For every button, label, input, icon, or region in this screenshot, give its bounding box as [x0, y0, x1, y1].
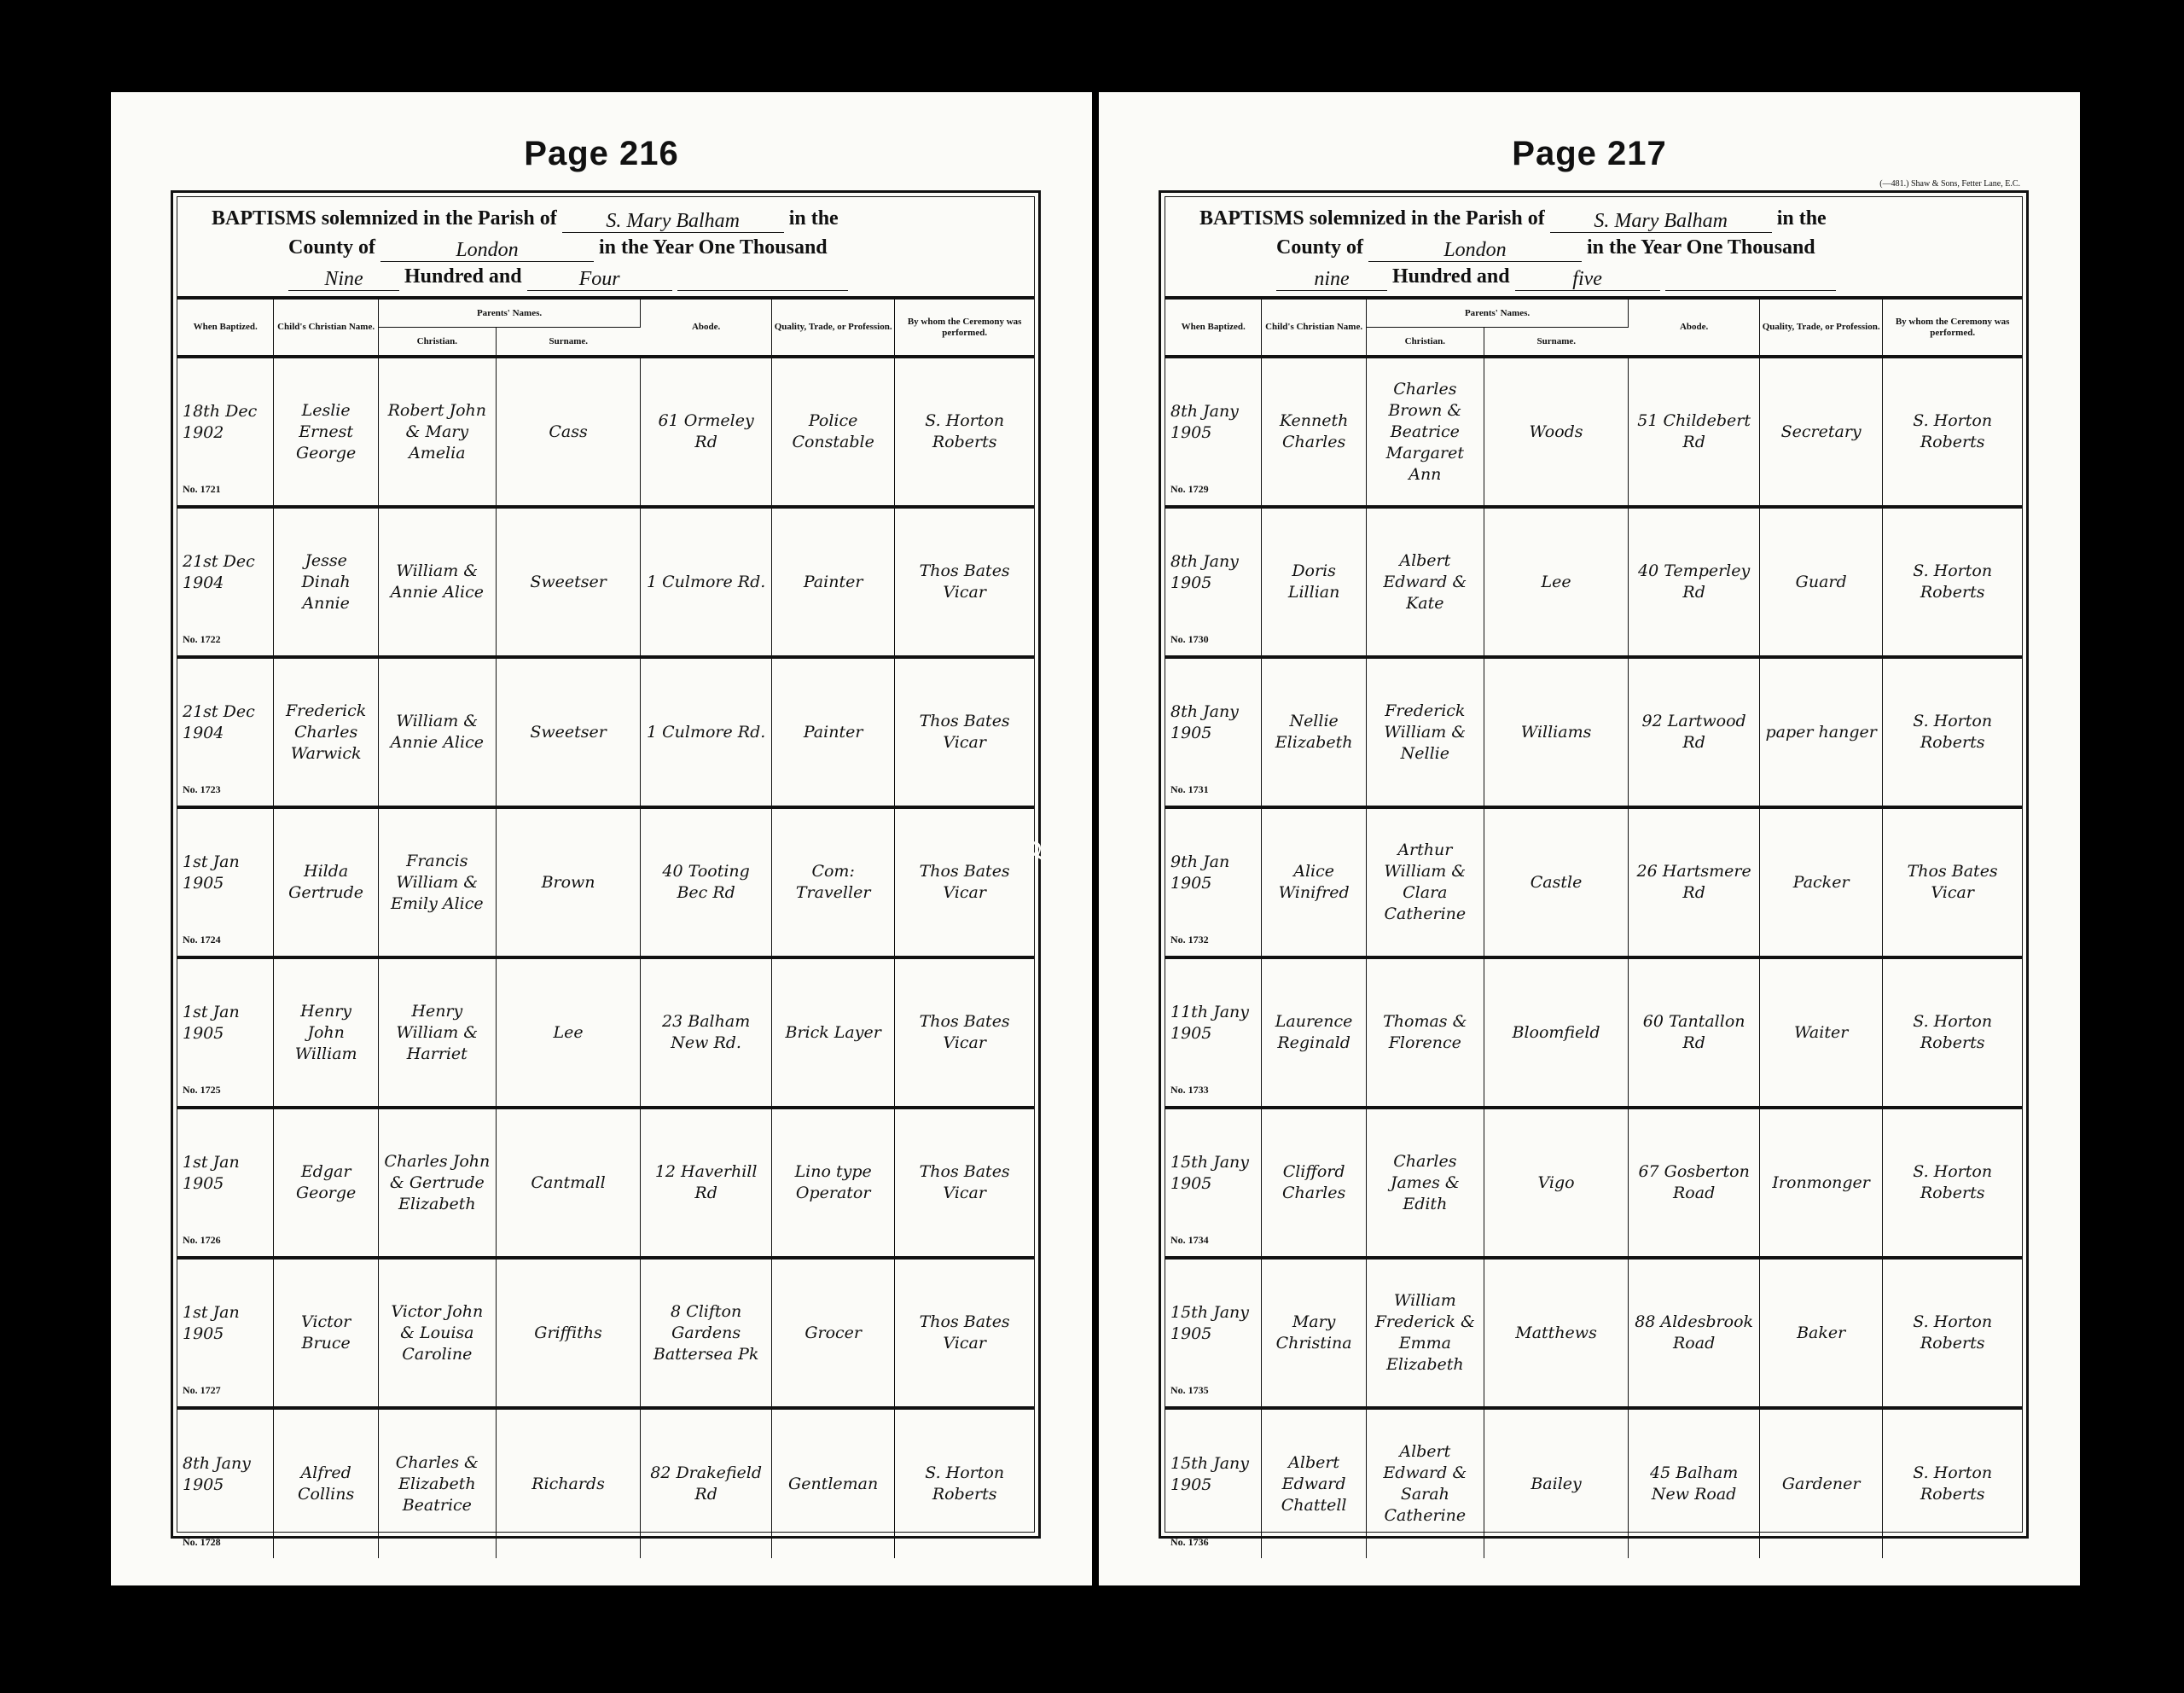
table-row	[1165, 507, 2022, 657]
baptism-date: 21st Dec 1904	[183, 552, 255, 592]
cell-officiant: S. Horton Roberts	[925, 1463, 1005, 1504]
entry-number: No. 1725	[183, 1084, 221, 1096]
table-row	[1165, 1258, 2022, 1408]
entry-number: No. 1735	[1170, 1384, 1209, 1396]
county-name: London	[380, 239, 594, 262]
cell-child-name: Laurence Reginald	[1262, 957, 1366, 1108]
baptism-date: 21st Dec 1904	[183, 702, 255, 742]
year-centuries: nine	[1276, 268, 1387, 291]
cell-child-name: Kenneth Charles	[1262, 357, 1366, 507]
column-header-by-whom: By whom the Ceremony was performed.	[1895, 316, 2010, 338]
cell-when-baptized	[177, 657, 274, 807]
cell-officiant: S. Horton Roberts	[1913, 1463, 1993, 1504]
cell-abode: 92 Lartwood Rd	[1629, 657, 1760, 807]
cell-child-name: Jesse Dinah Annie	[274, 507, 378, 657]
cell-when-baptized	[177, 807, 274, 957]
cell-child-name: Henry John William	[274, 957, 378, 1108]
heading-prefix: BAPTISMS solemnized in the Parish of	[212, 207, 557, 230]
cell-trade: Waiter	[1760, 957, 1883, 1108]
cell-abode: 1 Culmore Rd.	[641, 507, 772, 657]
cell-trade: Com: Traveller	[772, 807, 895, 957]
cell-trade: Painter	[772, 657, 895, 807]
cell-child-name: Victor Bruce	[274, 1258, 378, 1408]
cell-parents-christian: Frederick William & Nellie	[1366, 657, 1484, 807]
cell-parents-surname: Williams	[1484, 657, 1628, 807]
heading-year-text: in the Year One Thousand	[599, 236, 828, 259]
cell-abode: 23 Balham New Rd.	[641, 957, 772, 1108]
baptism-date: 8th Jany 1905	[1170, 702, 1239, 742]
cell-trade: Baker	[1760, 1258, 1883, 1408]
table-row	[1165, 1408, 2022, 1558]
cell-officiant: S. Horton Roberts	[1913, 712, 1993, 752]
table-row	[177, 1408, 1034, 1558]
cell-when-baptized	[1165, 807, 1262, 957]
cell-parents-surname: Cantmall	[496, 1108, 640, 1258]
column-header-parents: Parents' Names.	[378, 300, 640, 328]
heading-county-of: County of	[1276, 236, 1364, 259]
heading-in-the: in the	[1776, 207, 1827, 230]
column-header-by-whom: By whom the Ceremony was performed.	[907, 316, 1022, 338]
cell-when-baptized	[1165, 507, 1262, 657]
cell-officiant: S. Horton Roberts	[1913, 561, 1993, 602]
table-row	[177, 507, 1034, 657]
parish-name: S. Mary Balham	[1550, 210, 1772, 233]
column-header-child: Child's Christian Name.	[274, 300, 378, 355]
cell-abode: 82 Drakefield Rd	[641, 1408, 772, 1558]
entry-number: No. 1723	[183, 783, 221, 795]
entry-number: No. 1728	[183, 1536, 221, 1548]
cell-officiant: S. Horton Roberts	[1913, 1162, 1993, 1202]
cell-trade: Police Constable	[772, 357, 895, 507]
entry-number: No. 1733	[1170, 1084, 1209, 1096]
cell-parents-surname: Bloomfield	[1484, 957, 1628, 1108]
cell-parents-christian: Henry William & Harriet	[378, 957, 496, 1108]
cell-parents-surname: Brown	[496, 807, 640, 957]
cell-parents-surname: Sweetser	[496, 507, 640, 657]
table-row	[1165, 657, 2022, 807]
cell-abode: 88 Aldesbrook Road	[1629, 1258, 1760, 1408]
baptism-date: 15th Jany 1905	[1170, 1303, 1250, 1343]
cell-officiant: Thos Bates Vicar	[919, 561, 1010, 602]
register-heading	[177, 197, 1034, 300]
cell-abode: 45 Balham New Road	[1629, 1408, 1760, 1558]
baptism-date: 1st Jan 1905	[183, 1303, 240, 1343]
baptism-date: 9th Jan 1905	[1170, 852, 1230, 893]
table-row	[1165, 357, 2022, 507]
cell-trade: Gentleman	[772, 1408, 895, 1558]
cell-parents-christian: Arthur William & Clara Catherine	[1366, 807, 1484, 957]
cell-when-baptized	[177, 357, 274, 507]
cell-child-name: Mary Christina	[1262, 1258, 1366, 1408]
cell-when-baptized	[1165, 1258, 1262, 1408]
column-header-when: When Baptized.	[1165, 300, 1262, 355]
cell-when-baptized	[1165, 1408, 1262, 1558]
cell-parents-surname: Richards	[496, 1408, 640, 1558]
cell-parents-surname: Griffiths	[496, 1258, 640, 1408]
baptism-records-table	[1165, 300, 2022, 1558]
cell-parents-christian: William Frederick & Emma Elizabeth	[1366, 1258, 1484, 1408]
heading-hundred-and: Hundred and	[1392, 265, 1510, 288]
cell-child-name: Leslie Ernest George	[274, 357, 378, 507]
cell-parents-surname: Castle	[1484, 807, 1628, 957]
cell-when-baptized	[177, 1108, 274, 1258]
county-name: London	[1368, 239, 1582, 262]
baptism-register-form	[1159, 190, 2029, 1548]
cell-parents-surname: Lee	[1484, 507, 1628, 657]
cell-trade: Lino type Operator	[772, 1108, 895, 1258]
table-row	[177, 657, 1034, 807]
cell-parents-christian: Robert John & Mary Amelia	[378, 357, 496, 507]
entry-number: No. 1734	[1170, 1234, 1209, 1246]
cell-trade: Guard	[1760, 507, 1883, 657]
table-row	[177, 1108, 1034, 1258]
cell-abode: 1 Culmore Rd.	[641, 657, 772, 807]
cell-parents-surname: Cass	[496, 357, 640, 507]
cell-officiant: Thos Bates Vicar	[919, 1012, 1010, 1052]
entry-number: No. 1721	[183, 483, 221, 495]
table-row	[1165, 1108, 2022, 1258]
entry-number: No. 1727	[183, 1384, 221, 1396]
baptism-date: 1st Jan 1905	[183, 1153, 240, 1193]
column-header-christian: Christian.	[378, 328, 496, 356]
cell-when-baptized	[177, 1408, 274, 1558]
cell-abode: 61 Ormeley Rd	[641, 357, 772, 507]
baptism-date: 1st Jan 1905	[183, 852, 240, 893]
heading-blank-line	[677, 290, 848, 291]
baptism-date: 8th Jany 1905	[183, 1454, 251, 1494]
column-header-trade: Quality, Trade, or Profession.	[772, 300, 895, 355]
baptism-date: 8th Jany 1905	[1170, 552, 1239, 592]
year-value: five	[1515, 268, 1660, 291]
cell-officiant: Thos Bates Vicar	[919, 1312, 1010, 1353]
cell-trade: Packer	[1760, 807, 1883, 957]
cell-parents-christian: Albert Edward & Sarah Catherine	[1366, 1408, 1484, 1558]
page-number: Page 217	[1512, 135, 1667, 172]
column-header-surname: Surname.	[1536, 335, 1577, 346]
cell-when-baptized	[1165, 357, 1262, 507]
column-header-trade: Quality, Trade, or Profession.	[1760, 300, 1883, 355]
cell-officiant: S. Horton Roberts	[1913, 411, 1993, 451]
cell-parents-surname: Vigo	[1484, 1108, 1628, 1258]
cell-abode: 51 Childebert Rd	[1629, 357, 1760, 507]
column-header-surname: Surname.	[549, 335, 589, 346]
cell-trade: Ironmonger	[1760, 1108, 1883, 1258]
year-centuries: Nine	[288, 268, 399, 291]
table-row	[177, 1258, 1034, 1408]
entry-number: No. 1726	[183, 1234, 221, 1246]
cell-parents-surname: Bailey	[1484, 1408, 1628, 1558]
cell-officiant: Thos Bates Vicar	[919, 862, 1010, 902]
cell-officiant: S. Horton Roberts	[1913, 1012, 1993, 1052]
cell-parents-christian: William & Annie Alice	[378, 507, 496, 657]
cell-parents-christian: Charles & Elizabeth Beatrice	[378, 1408, 496, 1558]
column-header-child: Child's Christian Name.	[1262, 300, 1366, 355]
cell-child-name: Hilda Gertrude	[274, 807, 378, 957]
baptism-records-table	[177, 300, 1034, 1558]
cell-abode: 40 Temperley Rd	[1629, 507, 1760, 657]
entry-number: No. 1724	[183, 934, 221, 945]
cell-parents-christian: Charles Brown & Beatrice Margaret Ann	[1366, 357, 1484, 507]
cell-parents-christian: Francis William & Emily Alice	[378, 807, 496, 957]
cell-when-baptized	[1165, 957, 1262, 1108]
cell-parents-surname: Woods	[1484, 357, 1628, 507]
cell-child-name: Doris Lillian	[1262, 507, 1366, 657]
column-header-christian: Christian.	[1366, 328, 1484, 356]
cell-parents-surname: Matthews	[1484, 1258, 1628, 1408]
cell-parents-surname: Sweetser	[496, 657, 640, 807]
baptism-date: 8th Jany 1905	[1170, 402, 1239, 442]
heading-in-the: in the	[788, 207, 839, 230]
heading-year-text: in the Year One Thousand	[1587, 236, 1815, 259]
cell-child-name: Clifford Charles	[1262, 1108, 1366, 1258]
table-row	[1165, 957, 2022, 1108]
entry-number: No. 1730	[1170, 633, 1209, 645]
cell-abode: 40 Tooting Bec Rd	[641, 807, 772, 957]
heading-hundred-and: Hundred and	[404, 265, 522, 288]
cell-parents-christian: Victor John & Louisa Caroline	[378, 1258, 496, 1408]
column-header-parents: Parents' Names.	[1366, 300, 1628, 328]
cell-officiant: S. Horton Roberts	[1913, 1312, 1993, 1353]
left-register-page	[111, 92, 1092, 1585]
cell-abode: 67 Gosberton Road	[1629, 1108, 1760, 1258]
cell-child-name: Nellie Elizabeth	[1262, 657, 1366, 807]
cell-child-name: Alfred Collins	[274, 1408, 378, 1558]
cell-abode: 60 Tantallon Rd	[1629, 957, 1760, 1108]
cell-child-name: Alice Winifred	[1262, 807, 1366, 957]
baptism-date: 15th Jany 1905	[1170, 1153, 1250, 1193]
cell-abode: 12 Haverhill Rd	[641, 1108, 772, 1258]
cell-when-baptized	[177, 507, 274, 657]
baptism-date: 1st Jan 1905	[183, 1003, 240, 1043]
heading-prefix: BAPTISMS solemnized in the Parish of	[1199, 207, 1545, 230]
cell-when-baptized	[177, 1258, 274, 1408]
cell-parents-christian: Charles John & Gertrude Elizabeth	[378, 1108, 496, 1258]
column-header-when: When Baptized.	[177, 300, 274, 355]
entry-number: No. 1732	[1170, 934, 1209, 945]
cell-child-name: Edgar George	[274, 1108, 378, 1258]
cell-when-baptized	[1165, 1108, 1262, 1258]
entry-number: No. 1731	[1170, 783, 1209, 795]
baptism-date: 15th Jany 1905	[1170, 1454, 1250, 1494]
table-row	[177, 807, 1034, 957]
cell-trade: Secretary	[1760, 357, 1883, 507]
column-header-abode: Abode.	[1629, 300, 1760, 355]
entry-number: No. 1729	[1170, 483, 1209, 495]
cell-trade: Brick Layer	[772, 957, 895, 1108]
table-row	[1165, 807, 2022, 957]
heading-county-of: County of	[288, 236, 376, 259]
cell-when-baptized	[177, 957, 274, 1108]
cell-officiant: Thos Bates Vicar	[919, 1162, 1010, 1202]
table-row	[177, 957, 1034, 1108]
cell-child-name: Albert Edward Chattell	[1262, 1408, 1366, 1558]
column-header-abode: Abode.	[641, 300, 772, 355]
register-heading	[1165, 197, 2022, 300]
cell-trade: Gardener	[1760, 1408, 1883, 1558]
cell-trade: Grocer	[772, 1258, 895, 1408]
baptism-register-form	[171, 190, 1041, 1548]
margin-note: P	[1020, 838, 1058, 867]
cell-parents-christian: Albert Edward & Kate	[1366, 507, 1484, 657]
baptism-date: 18th Dec 1902	[183, 402, 258, 442]
cell-trade: Painter	[772, 507, 895, 657]
cell-child-name: Frederick Charles Warwick	[274, 657, 378, 807]
cell-when-baptized	[1165, 657, 1262, 807]
cell-parents-christian: William & Annie Alice	[378, 657, 496, 807]
right-register-page	[1099, 92, 2080, 1585]
cell-officiant: Thos Bates Vicar	[919, 712, 1010, 752]
baptism-date: 11th Jany 1905	[1170, 1003, 1250, 1043]
cell-trade: paper hanger	[1760, 657, 1883, 807]
cell-officiant: S. Horton Roberts	[925, 411, 1005, 451]
cell-parents-christian: Charles James & Edith	[1366, 1108, 1484, 1258]
entry-number: No. 1736	[1170, 1536, 1209, 1548]
cell-abode: 8 Clifton Gardens Battersea Pk	[641, 1258, 772, 1408]
table-row	[177, 357, 1034, 507]
cell-abode: 26 Hartsmere Rd	[1629, 807, 1760, 957]
printer-imprint: (—481.) Shaw & Sons, Fetter Lane, E.C.	[1879, 179, 2020, 189]
parish-name: S. Mary Balham	[562, 210, 784, 233]
year-value: Four	[527, 268, 672, 291]
heading-blank-line	[1665, 290, 1836, 291]
entry-number: No. 1722	[183, 633, 221, 645]
cell-parents-christian: Thomas & Florence	[1366, 957, 1484, 1108]
page-number: Page 216	[524, 135, 679, 172]
cell-officiant: Thos Bates Vicar	[1907, 862, 1998, 902]
cell-parents-surname: Lee	[496, 957, 640, 1108]
